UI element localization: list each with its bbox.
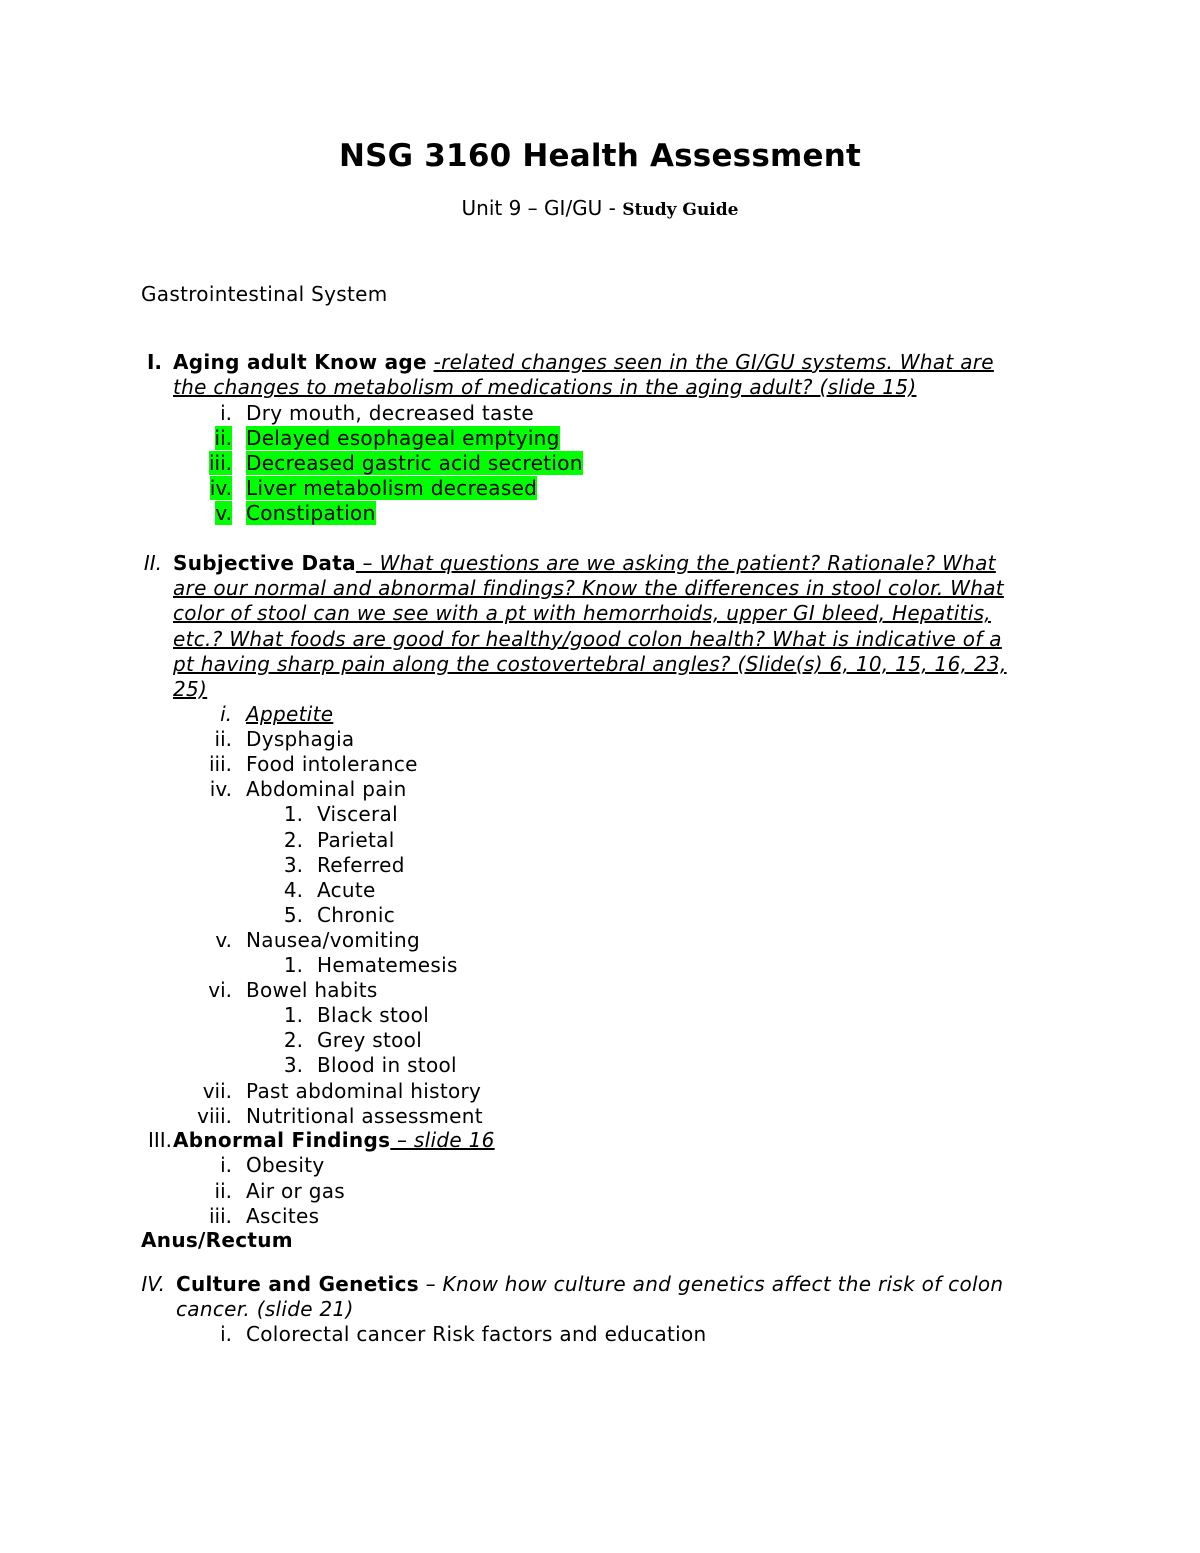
pain-type-text: Acute bbox=[317, 878, 376, 902]
aging-item-text: Delayed esophageal emptying bbox=[246, 426, 560, 450]
subjective-item-text: Dysphagia bbox=[246, 727, 355, 751]
section-ii-heading: Subjective Data bbox=[173, 551, 356, 575]
section-iv-number: IV. bbox=[141, 1272, 165, 1296]
aging-item-number: i. bbox=[220, 401, 232, 425]
subjective-item-number: i. bbox=[220, 702, 232, 726]
section-i-line1 bbox=[173, 350, 994, 375]
section-ii-number: II. bbox=[143, 551, 162, 575]
document-title: NSG 3160 Health Assessment bbox=[338, 138, 861, 174]
section-iv-question-1: – Know how culture and genetics affect the risk of colon bbox=[418, 1272, 1004, 1296]
aging-item-text: Decreased gastric acid secretion bbox=[246, 451, 583, 475]
section-heading-anus-rectum: Anus/Rectum bbox=[141, 1228, 293, 1252]
aging-item-number: v. bbox=[215, 501, 232, 525]
subjective-item-number: ii. bbox=[214, 727, 232, 751]
abnormal-item-number: ii. bbox=[214, 1179, 232, 1203]
aging-item-number: ii. bbox=[214, 426, 232, 450]
section-iv-question-2: cancer. (slide 21) bbox=[176, 1297, 354, 1321]
bowel-sub-text: Black stool bbox=[317, 1003, 430, 1027]
pain-type-text: Parietal bbox=[317, 828, 395, 852]
subjective-item-text: Bowel habits bbox=[246, 978, 378, 1002]
section-i-heading: Aging adult Know age bbox=[173, 350, 427, 374]
culture-item-number: i. bbox=[220, 1322, 232, 1346]
aging-item-text: Liver metabolism decreased bbox=[246, 476, 538, 500]
aging-item-text: Constipation bbox=[246, 501, 376, 525]
subjective-item-text: Appetite bbox=[246, 702, 334, 726]
pain-type-text: Referred bbox=[317, 853, 405, 877]
section-ii-line1 bbox=[173, 551, 996, 576]
pain-type-number: 4. bbox=[283, 878, 303, 902]
pain-type-text: Visceral bbox=[317, 802, 398, 826]
section-iv-line1 bbox=[176, 1272, 1003, 1297]
abnormal-item-number: i. bbox=[220, 1153, 232, 1177]
subjective-item-number: iii. bbox=[208, 752, 232, 776]
section-iv-heading: Culture and Genetics bbox=[176, 1272, 419, 1296]
nausea-sub-text: Hematemesis bbox=[317, 953, 458, 977]
section-ii-question-4: etc.? What foods are good for healthy/good colon health? What is indicative of a bbox=[173, 627, 1002, 651]
subjective-item-number: vii. bbox=[202, 1079, 232, 1103]
section-ii-question-2: are our normal and abnormal findings? Know the differences in stool color. What bbox=[173, 576, 1004, 600]
section-ii-question-6: 25) bbox=[173, 677, 208, 701]
subtitle-study-guide: Study Guide bbox=[622, 200, 739, 220]
section-iii-heading: Abnormal Findings bbox=[173, 1128, 391, 1152]
abnormal-item-text: Obesity bbox=[246, 1153, 325, 1177]
subjective-item-text: Nutritional assessment bbox=[246, 1104, 483, 1128]
subjective-item-number: vi. bbox=[208, 978, 232, 1002]
pain-type-number: 2. bbox=[283, 828, 303, 852]
nausea-sub-number: 1. bbox=[283, 953, 303, 977]
section-iii-number: III. bbox=[147, 1128, 172, 1152]
pain-type-number: 1. bbox=[283, 802, 303, 826]
subjective-item-text: Abdominal pain bbox=[246, 777, 407, 801]
bowel-sub-number: 1. bbox=[283, 1003, 303, 1027]
section-iii-slide-ref: – slide 16 bbox=[390, 1128, 495, 1152]
bowel-sub-text: Blood in stool bbox=[317, 1053, 457, 1077]
aging-item-number: iv. bbox=[209, 476, 232, 500]
section-ii-question-3: color of stool can we see with a pt with hemorrhoids, upper GI bleed, Hepatitis, bbox=[173, 601, 991, 625]
abnormal-item-text: Air or gas bbox=[246, 1179, 346, 1203]
culture-item-text: Colorectal cancer Risk factors and education bbox=[246, 1322, 707, 1346]
aging-item-number: iii. bbox=[208, 451, 232, 475]
section-iii-line bbox=[173, 1128, 495, 1153]
section-i-number: I. bbox=[146, 350, 162, 374]
subjective-item-text: Past abdominal history bbox=[246, 1079, 482, 1103]
subjective-item-text: Food intolerance bbox=[246, 752, 418, 776]
bowel-sub-number: 3. bbox=[283, 1053, 303, 1077]
bowel-sub-number: 2. bbox=[283, 1028, 303, 1052]
section-ii-question-5: pt having sharp pain along the costovertebral angles? (Slide(s) 6, 10, 15, 16, 23, bbox=[173, 652, 1007, 676]
abnormal-item-text: Ascites bbox=[246, 1204, 320, 1228]
subjective-item-number: v. bbox=[215, 928, 232, 952]
section-i-question-1: -related changes seen in the GI/GU systems. What are bbox=[433, 350, 994, 374]
subtitle-unit: Unit 9 – GI/GU - bbox=[461, 196, 616, 220]
bowel-sub-text: Grey stool bbox=[317, 1028, 423, 1052]
subjective-item-text: Nausea/vomiting bbox=[246, 928, 420, 952]
pain-type-number: 3. bbox=[283, 853, 303, 877]
aging-item-text: Dry mouth, decreased taste bbox=[246, 401, 535, 425]
section-ii-question-1: – What questions are we asking the patient? Rationale? What bbox=[355, 551, 996, 575]
pain-type-number: 5. bbox=[283, 903, 303, 927]
document-subtitle bbox=[0, 196, 1200, 220]
section-i-question-2: the changes to metabolism of medications in the aging adult? (slide 15) bbox=[173, 375, 917, 399]
subjective-item-number: viii. bbox=[197, 1104, 232, 1128]
abnormal-item-number: iii. bbox=[208, 1204, 232, 1228]
pain-type-text: Chronic bbox=[317, 903, 395, 927]
section-heading-gi: Gastrointestinal System bbox=[141, 282, 388, 306]
subjective-item-number: iv. bbox=[209, 777, 232, 801]
